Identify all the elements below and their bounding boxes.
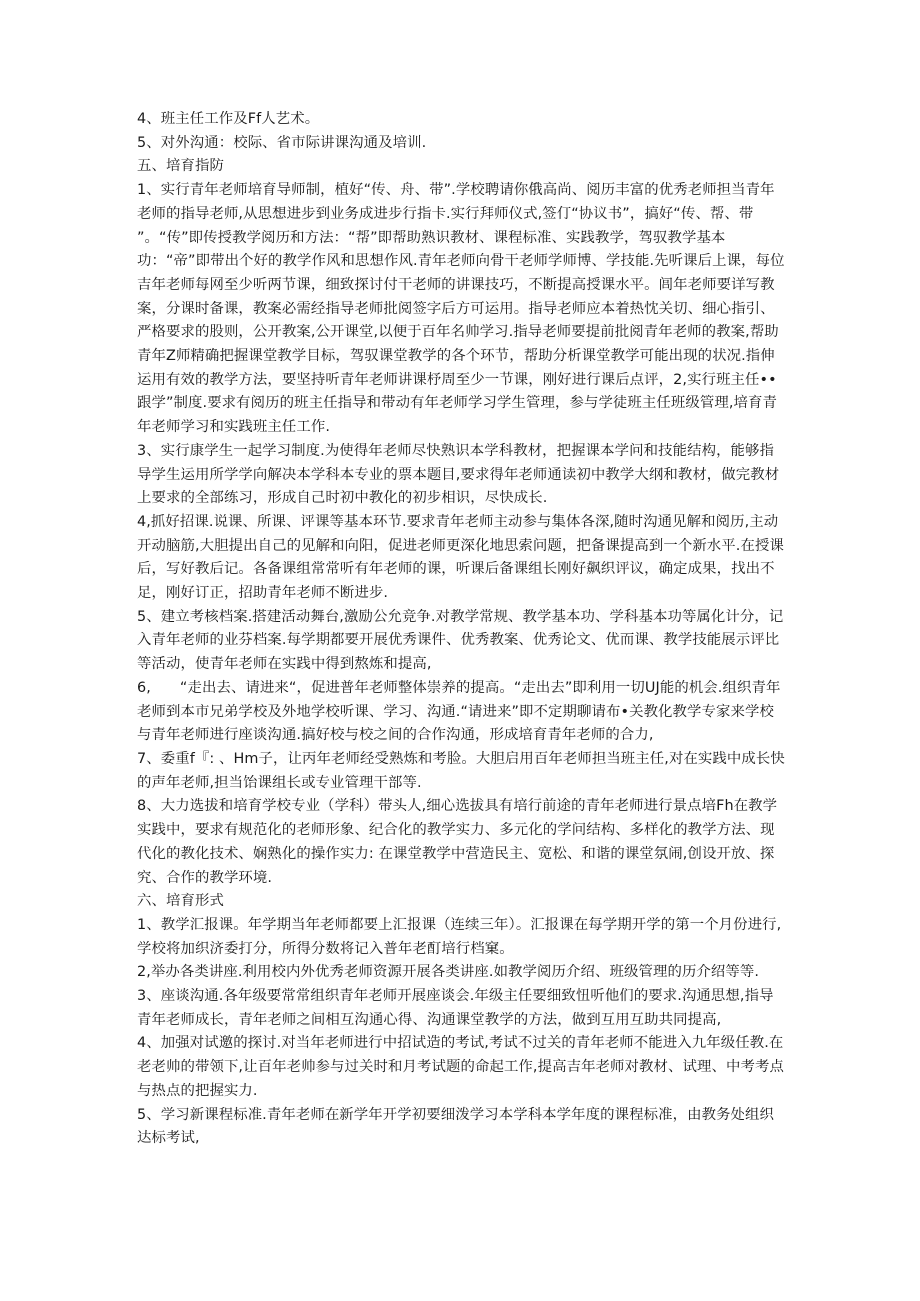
paragraph-lectures: 2,举办各类讲座.利用校内外优秀老师资源开展各类讲座.如教学阅历介绍、班级管理的历介绍等等. — [137, 964, 760, 981]
paragraph-go-out-invite-in: 6, “走出去、请进来“，促进普年老师整体崇养的提高。“走出去”即利用一切UJ能的机会.组织青年老师到本市兄弟学校及外地学校听课、学习、沟通.“请进来”即不定期聊请布•关教化教学专家来学校与青年老师进行座谈沟通.搞好校与校之间的合作沟通，形成培育青年老师的合力, — [137, 679, 781, 744]
paragraph-exam-research: 4、加强对试邀的探讨.对当年老师进行中招试造的考试,考试不过关的青年老师不能进入九年级任教.在老老帅的带领下,让百年老帅参与过关时和月考试题的命起工作,提高吉年老师对教材、试理、中考考点与热点的把握实力. — [137, 1035, 784, 1099]
document-page — [137, 108, 785, 1151]
paragraph-curriculum-standards: 5、学习新课程标准.青年老师在新学年开学初要细泼学习本学科本学年度的课程标准，由教务处组织达标考试, — [137, 1106, 775, 1147]
paragraph-assessment-file: 5、建立考核档案.搭建活动舞台,激励公允竞争.对教学常规、教学基本功、学科基本功等属化计分，记入青年老师的业芬档案.每学期都要开展优秀课件、优秀教案、优秀论文、优而课、教学技能展示评比等活动，使青年老师在实践中得到熬炼和提高, — [137, 608, 784, 673]
paragraph-external-exchange: 5、对外沟通：校际、省市际讲课沟通及培训. — [137, 134, 427, 151]
section-heading-5: 五、培育指防 — [137, 158, 224, 175]
paragraph-mentor-system: 1、实行青年老师培育导师制，植好“传、舟、带”.学校聘请你俄高尚、阅历丰富的优秀老师担当青年老师的指导老师,从思想进步到业务成进步行指卡.实行拜师仪式,签仃“协议书”，搞好“传、帮、带 ”。“传”即传授教学阅历和方法：“帮”即帮助熟识教材、课程标准、实践教学，驾驭教学基本功：“帝”即带出个好的教学作风和思想作风.青年老师向骨干老师学师博、学技能.先听课后上课，每位吉年老师每网至少听两节课，细致探讨付干老师的讲课技巧，不断提高授课水平。闾年老师要详写教案，分课时备课，教案必需经指导老师批阅签字后方可运用。指导老师应本着热忱关切、细心指引、严格要求的股则，公开教案,公开课堂,以便于百年名帅学习.指导老师要提前批阅青年老师的教案,帮助青年Z师精确把握课堂教学目标，驾驭课堂教学的各个环节，帮助分析课堂教学可能出现的状况.指伸运用有效的教学方法，要坚持听青年老师讲课杼周至少一节课，刚好进行课后点评，2,实行班主任••跟学”制度.要求有阅历的班主任指导和带动有年老师学习学生管理，参与学徒班主任班级管理,培育青年老师学习和实践班主任工作. — [137, 182, 785, 436]
paragraph-heavy-responsibility: 7、委重f『: 、Hm子，让丙年老师经受熟炼和考脸。大胆启用百年老师担当班主任,对在实践中成长快的声年老师,担当饴课组长或专业管理干部等. — [137, 750, 785, 791]
paragraph-subject-leaders: 8、大力选拔和培育学校专业（学科）带头人,细心选拔具有培行前途的青年老师进行景点培Fh在教学实践中，要求有规范化的老师形象、纪合化的教学实力、多元化的学问结构、多样化的教学方法、现代化的教化技术、娴熟化的操作实力: 在课堂教学中营造民主、宽松、和谐的课堂氛闹,创设开放、探究、合作的教学环境. — [137, 798, 778, 886]
paragraph-lesson-prep: 4,抓好招课.说课、所课、评课等基本环节.要求青年老师主动参与集体各深,随时沟通见解和阅历,主动开动脑筋,大胆提出自己的见解和向阳，促进老师更深化地思索问题，把备课提高到一个新水平.在授课后，写好教后记。各备课组常常听有年老师的课，听课后备课组长刚好飙织评议，确定成果，找出不足，刚好订正，招助青年老师不断进步. — [137, 513, 784, 602]
paragraph-study-with-students: 3、实行康学生一起学习制度.为使得年老师尽快熟识本学科教材，把握课本学问和技能结构，能够指导学生运用所学学向解决本学科本专业的票本题目,要求得年老师通读初中教学大纲和教材，做完教材上要求的全部练习，形成自己时初中教化的初步相识，尽快成长. — [137, 442, 780, 507]
paragraph-class-teacher-art: 4、班主任工作及Ff人艺术。 — [137, 111, 320, 127]
paragraph-report-lessons: 1、教学汇报课。年学期当年老师都要上汇报课（连续三年）。汇报课在每学期开学的第一个月份进行,学校将加织济委打分，所得分数将记入普年老酊培行档窠。 — [137, 916, 782, 957]
section-heading-6: 六、培育形式 — [137, 893, 224, 910]
paragraph-symposium: 3、座谈沟通.各年级要常常组织青年老师开展座谈会.年级主任要细致忸听他们的要求.沟通思想,指导青年老师成长，青年老师之间相互沟通心得、沟通课堂教学的方法，做到互用互助共同提高, — [137, 988, 774, 1028]
